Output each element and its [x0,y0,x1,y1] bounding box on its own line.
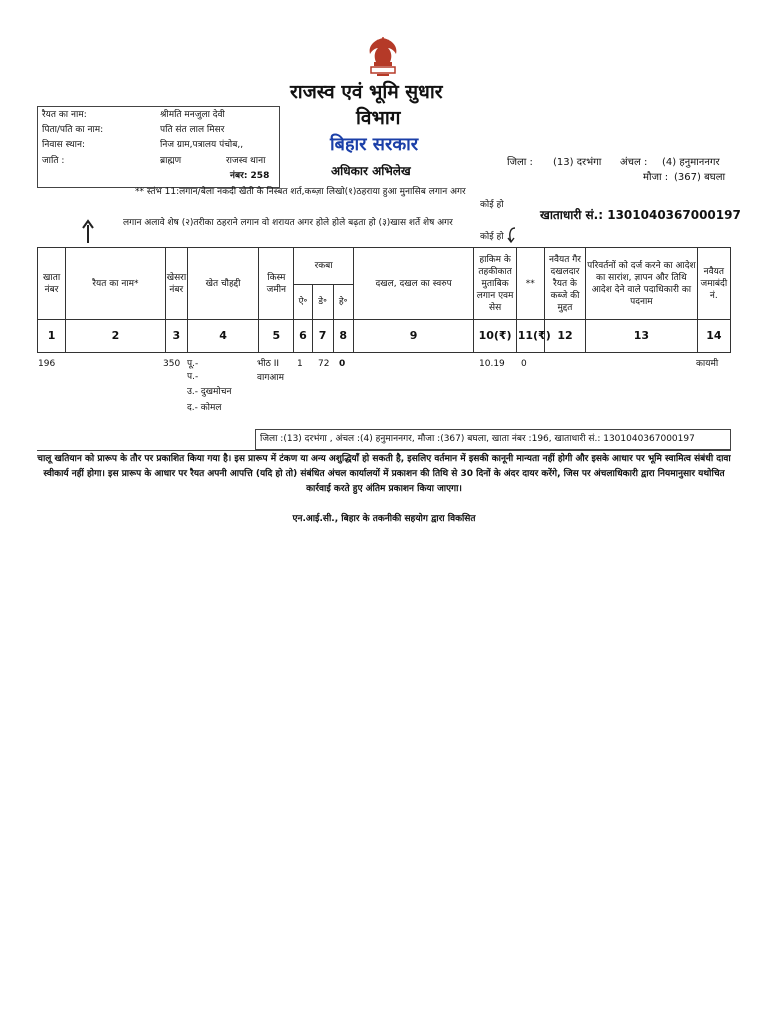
account-holder-number [540,206,741,223]
record-title: अधिकार अभिलेख [331,164,411,178]
residence-value: निज ग्राम,पत्रालय पंचोब,, [160,140,244,150]
arrow-up-icon [82,219,94,245]
col-number: 5 [259,320,294,353]
col-jamabandi-header: नवैयत जमाबंदी नं. [697,248,730,320]
khesra-number-value: 350 [163,359,181,369]
col-number: 11(₹) [516,320,544,353]
col-number: 1 [38,320,66,353]
father-name-label: पिता/पति का नाम: [42,125,104,135]
account-label: खाताधारी सं.: [540,208,604,222]
col-number: 2 [66,320,166,353]
khata-number-value: 196 [38,359,56,369]
disclaimer: चालू खतियान को प्रारूप के तौर पर प्रकाशित किया गया है। इस प्रारूप में टंकण या अन्य अशुद्धियाँ हो सकती है, इसलिए वर्तमान में इसकी कानूनी मान्यता नहीं होगी और इसके आधार पर भूमि स्वामित्व संबंधी दावा स्वीकार्य नहीं होगा। इस प्रारूप के आधार पर रैयत अपनी आपत्ति (यदि हो तो) संबंधित अंचल कार्यालयों में प्रकाशन की तिथि से 30 दिनों के अंदर दायर करेंगे, जिस पर अंचलाधिकारी द्वारा नियमानुसार यथोचित कार्रवाई करते हुए अंतिम प्रकाशन किया जाएगा। [37,454,731,494]
col-number: 13 [586,320,698,353]
col-number: 14 [697,320,730,353]
district-value: (13) दरभंगा [553,157,602,168]
hectare-value: 0 [339,359,346,369]
col-khata-header: खाता नंबर [38,248,66,320]
col-rent-header: हाकिम के तहकीकात मुताबिक लगान एवम सेस [474,248,516,320]
cess-value: 0 [521,359,527,369]
raiyat-name-value: श्रीमति मनजुला देवी [160,110,225,120]
col-number: 9 [353,320,474,353]
col-possession-header: दखल, दखल का स्वरुप [353,248,474,320]
mauza-value: (367) बघला [674,172,726,183]
thana-number: नंबर: 258 [230,171,270,181]
credits: एन.आई.सी., बिहार के तकनीकी सहयोग द्वारा विकसित [292,514,476,524]
caste-label: जाति : [42,156,65,166]
divider [37,450,731,451]
land-type-line1: भीठ II [257,359,280,369]
col-number: 3 [165,320,187,353]
acre-value: 1 [297,359,303,369]
thana-label: राजस्व थाना [226,156,266,166]
raiyat-name-label: रैयत का नाम: [42,110,87,120]
note-line2b: कोई हो [480,232,504,242]
raiyat-info-box [37,106,280,188]
caste-value: ब्राह्मण [160,156,182,166]
col-boundary-header: खेत चौहद्दी [187,248,258,320]
col-number: 12 [544,320,585,353]
department-title-line2: विभाग [356,107,401,129]
district-label: जिला : [507,157,533,168]
residence-label: निवास स्थान: [42,140,86,150]
boundary-west: प.- [187,372,199,382]
col-decimal-header: डे॰ [312,285,333,320]
circle-label: अंचल : [620,157,648,168]
col-conditions-header: ** [516,248,544,320]
circle-value: (4) हनुमाननगर [662,157,720,168]
col-nondakhal-header: नवैयत गैर दखलदार रैयत के कब्जे की मुद्दत [544,248,585,320]
boundary-north: उ.- दुखमोचन [187,387,232,397]
department-title-line1: राजस्व एवं भूमि सुधार [290,81,443,103]
boundary-south: द.- कोमल [187,403,222,413]
col-khesra-header: खेसरा नंबर [165,248,187,320]
col-raiyat-header: रैयत का नाम* [66,248,166,320]
father-name-value: पति संत लाल मिसर [160,125,225,135]
curved-arrow-icon [505,226,521,244]
boundary-east: पू.- [187,359,199,369]
col-hectare-header: हे॰ [333,285,353,320]
record-summary: जिला :(13) दरभंगा , अंचल :(4) हनुमाननगर, मौजा :(367) बघला, खाता नंबर :196, खाताधारी सं.: 1301040367000197 [255,429,731,450]
col-number: 7 [312,320,333,353]
land-type-line2: वागआम [257,373,284,383]
government-name: बिहार सरकार [330,134,419,155]
mauza-label: मौजा : [643,172,669,183]
bihar-emblem-icon [362,36,404,78]
col-rakba-header: रकबा [294,248,353,285]
col-number: 10(₹) [474,320,516,353]
col-acre-header: ऐ॰ [294,285,312,320]
col-number: 8 [333,320,353,353]
khatiyan-table [37,247,731,353]
decimal-value: 72 [318,359,330,369]
col-number: 4 [187,320,258,353]
jamabandi-value: कायमी [696,359,719,369]
note-line2: लगान अलावे शेष (२)तरीका ठहराने लगान वो शरायत अगर होले होले बढ़ता हो (३)खास शर्ते शेष अगर [123,218,453,228]
col-landtype-header: किस्म जमीन [259,248,294,320]
note-line1b: कोई हो [480,200,504,210]
rent-value: 10.19 [479,359,505,369]
col-orders-header: परिवर्तनों को दर्ज करने का आदेश का सारांश, ज्ञापन और तिथि आदेश देने वाले पदाधिकारी का पदनाम [586,248,698,320]
note-line1: ** स्तंभ 11:लगान/बेला नकदी खेती के निस्बत शर्त,कब्ज़ा लिखो(१)ठहराया हुआ मुनासिब लगान अगर [135,187,466,197]
col-number: 6 [294,320,312,353]
account-number: 1301040367000197 [607,208,741,222]
